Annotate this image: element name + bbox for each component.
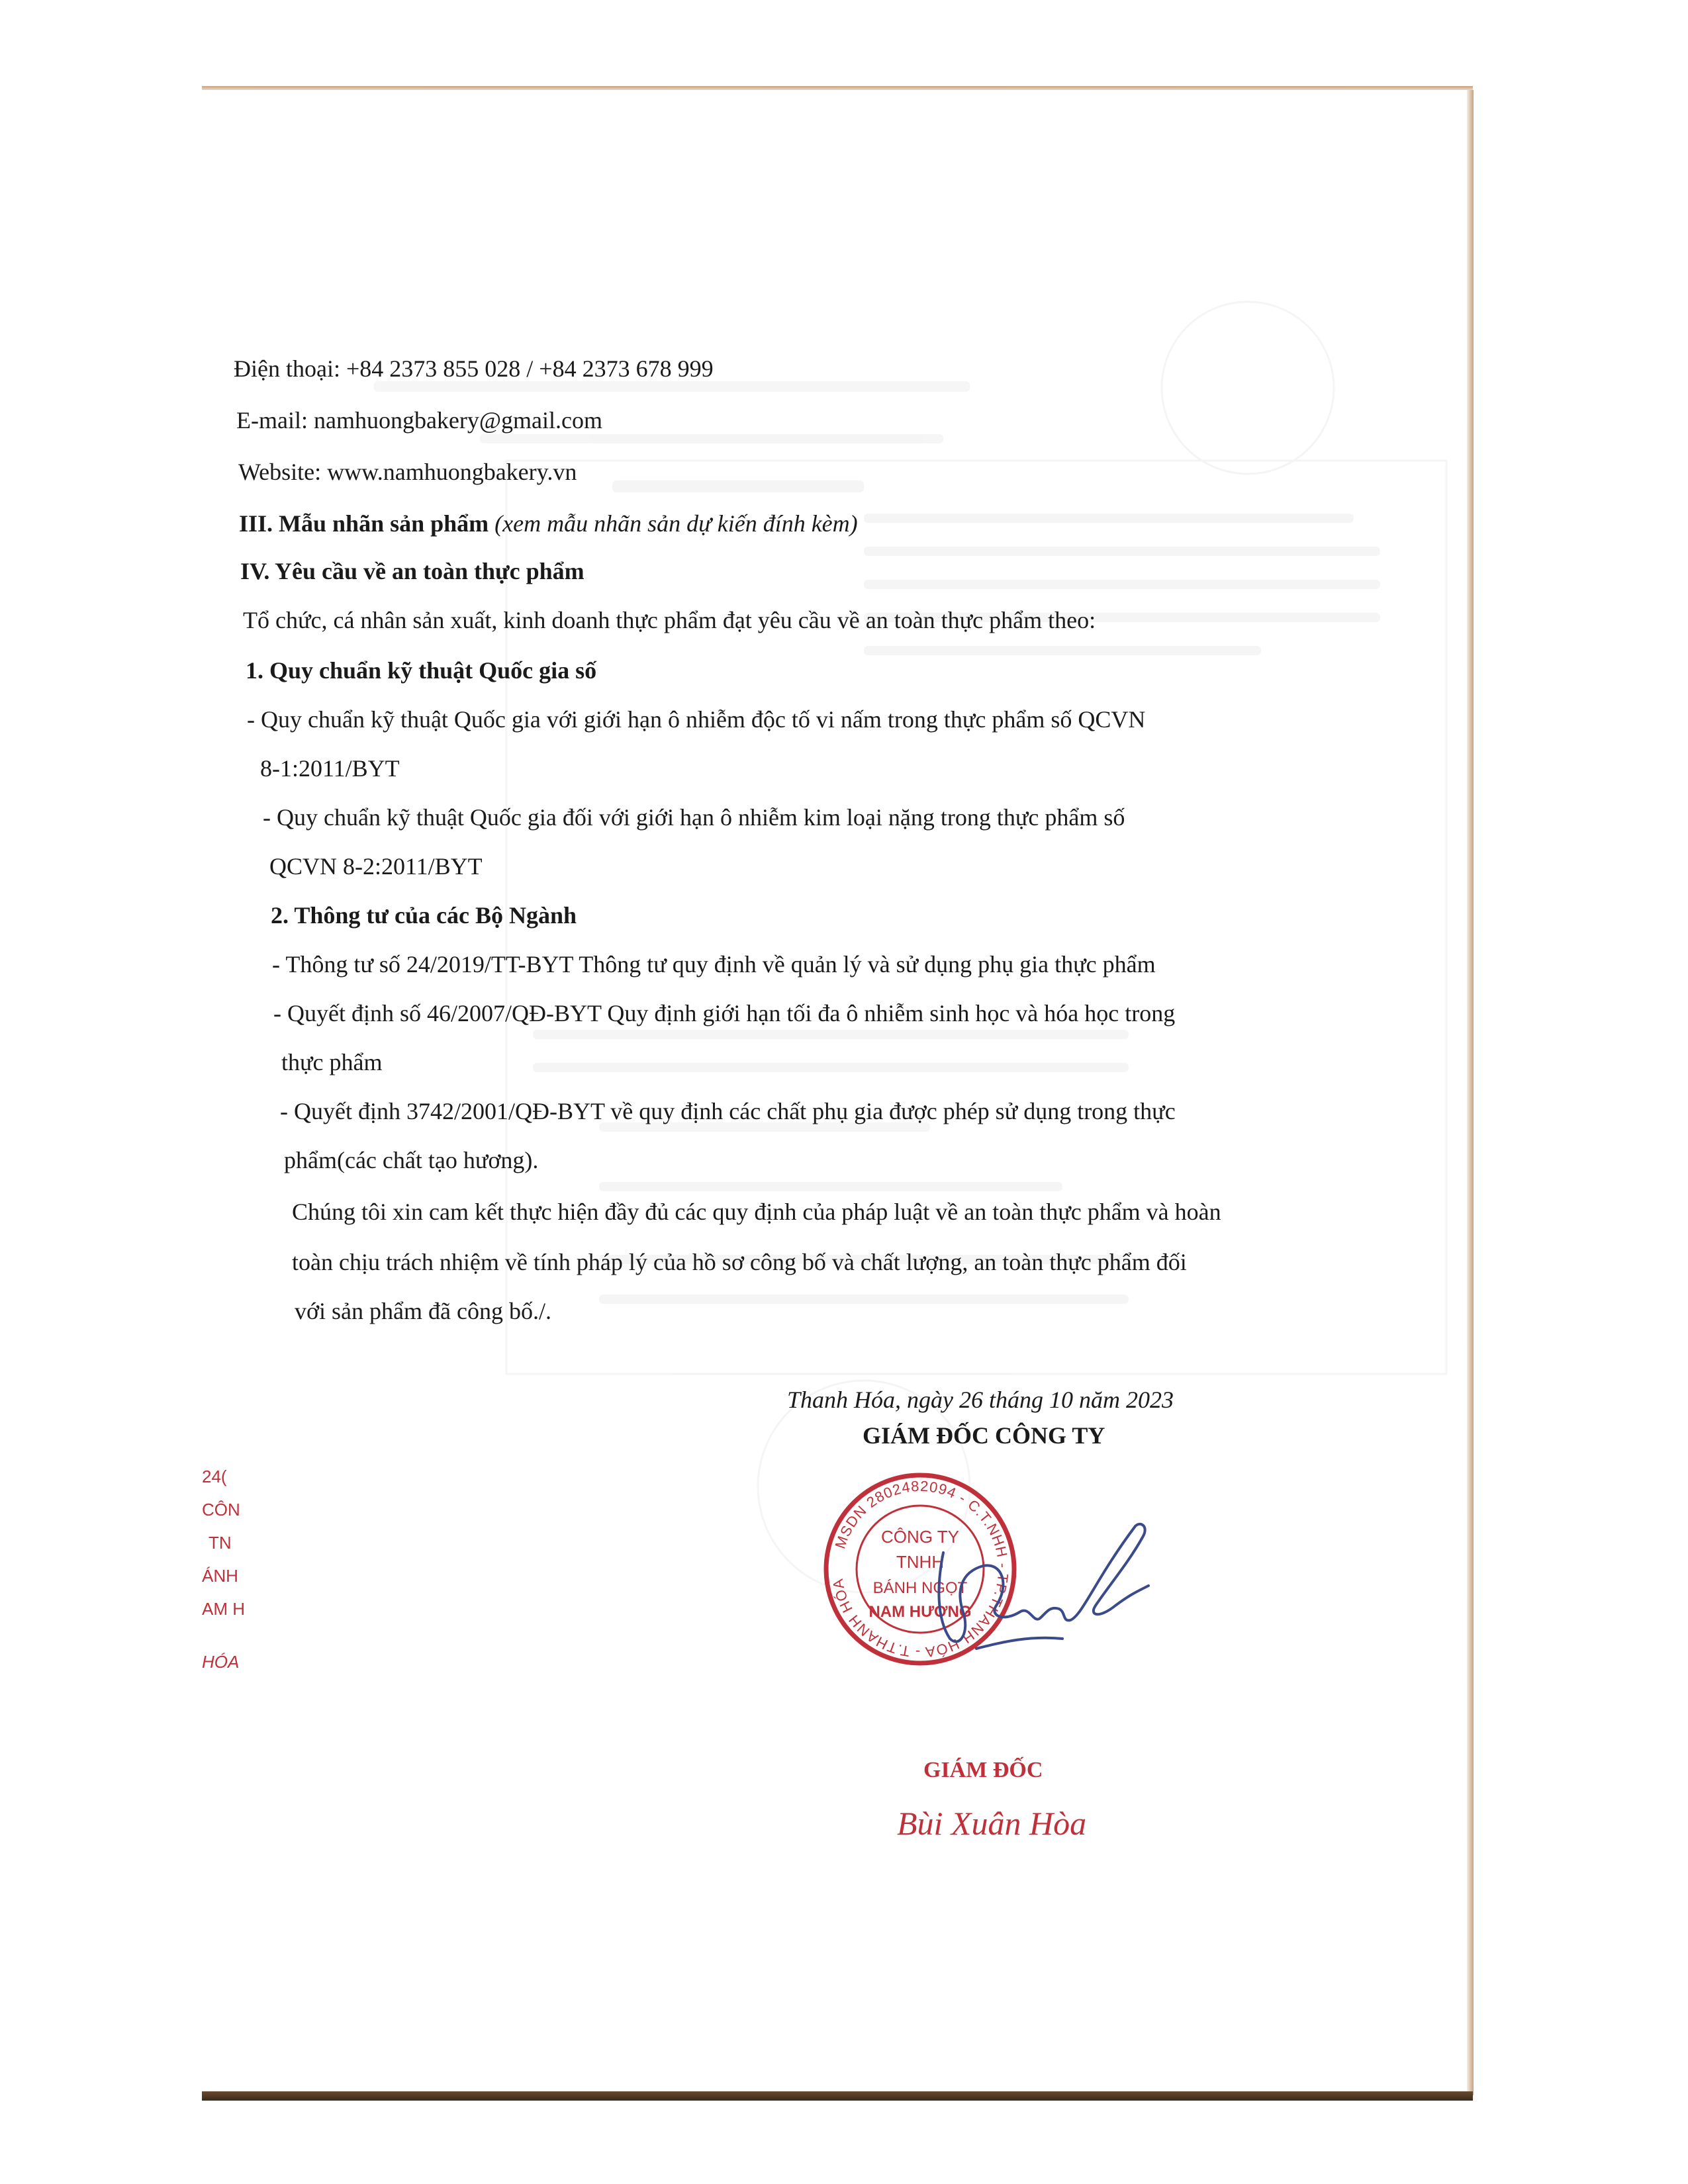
subsection-2-item-3-line-1: - Quyết định 3742/2001/QĐ-BYT về quy định các chất phụ gia được phép sử dụng trong thực [280, 1098, 1176, 1124]
place-and-date: Thanh Hóa, ngày 26 tháng 10 năm 2023 [787, 1387, 1174, 1413]
seal-center-line-3: BÁNH NGỌT [872, 1579, 968, 1597]
subsection-2-item-2-line-1: - Quyết định số 46/2007/QĐ-BYT Quy định giới hạn tối đa ô nhiễm sinh học và hóa học trong [273, 1000, 1176, 1026]
section-3-line [239, 510, 858, 537]
subsection-1-item-1-line-2: 8-1:2011/BYT [260, 755, 400, 782]
handwritten-signature [897, 1506, 1201, 1678]
margin-seal-text-1: 24( [202, 1467, 227, 1486]
margin-seal-text-5: AM H [202, 1599, 245, 1619]
commitment-line-1: Chúng tôi xin cam kết thực hiện đầy đủ các quy định của pháp luật về an toàn thực phẩm và hoàn [292, 1199, 1221, 1225]
seal-center-line-2: TNHH [896, 1552, 945, 1572]
website-line: Website: www.namhuongbakery.vn [238, 459, 577, 485]
document-page [202, 90, 1473, 2093]
subsection-1-item-2-line-2: QCVN 8-2:2011/BYT [269, 853, 483, 880]
seal-role-title: GIÁM ĐỐC [923, 1758, 1043, 1782]
margin-seal-text-6: HÓA [202, 1652, 240, 1672]
section-3-heading: III. Mẫu nhãn sản phẩm [239, 510, 489, 537]
phone-line: Điện thoại: +84 2373 855 028 / +84 2373 678 999 [234, 355, 714, 382]
margin-seal-text-2: CÔN [202, 1500, 240, 1520]
margin-seal-text-4: ÁNH [202, 1566, 238, 1586]
subsection-2-item-1: - Thông tư số 24/2019/TT-BYT Thông tư quy định về quản lý và sử dụng phụ gia thực phẩm [272, 951, 1156, 978]
seal-signer-name: Bùi Xuân Hòa [897, 1805, 1087, 1842]
paper-bottom-edge [202, 2091, 1473, 2101]
email-line: E-mail: namhuongbakery@gmail.com [236, 407, 603, 433]
subsection-1-heading: 1. Quy chuẩn kỹ thuật Quốc gia số [246, 657, 597, 684]
subsection-1-item-1-line-1: - Quy chuẩn kỹ thuật Quốc gia với giới hạn ô nhiễm độc tố vi nấm trong thực phẩm số QCVN [247, 706, 1146, 733]
section-4-intro: Tổ chức, cá nhân sản xuất, kinh doanh thực phẩm đạt yêu cầu về an toàn thực phẩm theo: [243, 607, 1096, 633]
margin-seal-text-3: TN [209, 1533, 232, 1553]
section-3-note: (xem mẫu nhãn sản dự kiến đính kèm) [494, 510, 858, 537]
seal-center-line-1: CÔNG TY [881, 1527, 959, 1547]
margin-seal-fragment [202, 1467, 261, 1718]
section-4-heading: IV. Yêu cầu về an toàn thực phẩm [240, 558, 585, 584]
subsection-2-item-3-line-2: phẩm(các chất tạo hương). [284, 1147, 539, 1173]
seal-center-line-4: NAM HƯƠNG [868, 1603, 972, 1621]
signatory-title: GIÁM ĐỐC CÔNG TY [863, 1422, 1105, 1449]
paper-right-edge [1467, 90, 1474, 2095]
subsection-2-heading: 2. Thông tư của các Bộ Ngành [271, 902, 577, 929]
seal-ring-text: MSDN 2802482094 - C.T.NHH - TP.THANH HÓA - T.THANH HÓA [829, 1477, 1012, 1661]
subsection-2-item-2-line-2: thực phẩm [281, 1049, 383, 1075]
subsection-1-item-2-line-1: - Quy chuẩn kỹ thuật Quốc gia đối với giới hạn ô nhiễm kim loại nặng trong thực phẩm số [263, 804, 1125, 831]
commitment-line-3: với sản phẩm đã công bố./. [295, 1298, 551, 1324]
commitment-line-2: toàn chịu trách nhiệm về tính pháp lý của hồ sơ công bố và chất lượng, an toàn thực phẩm đối [292, 1249, 1187, 1275]
bleed-through-background [202, 90, 1473, 2093]
